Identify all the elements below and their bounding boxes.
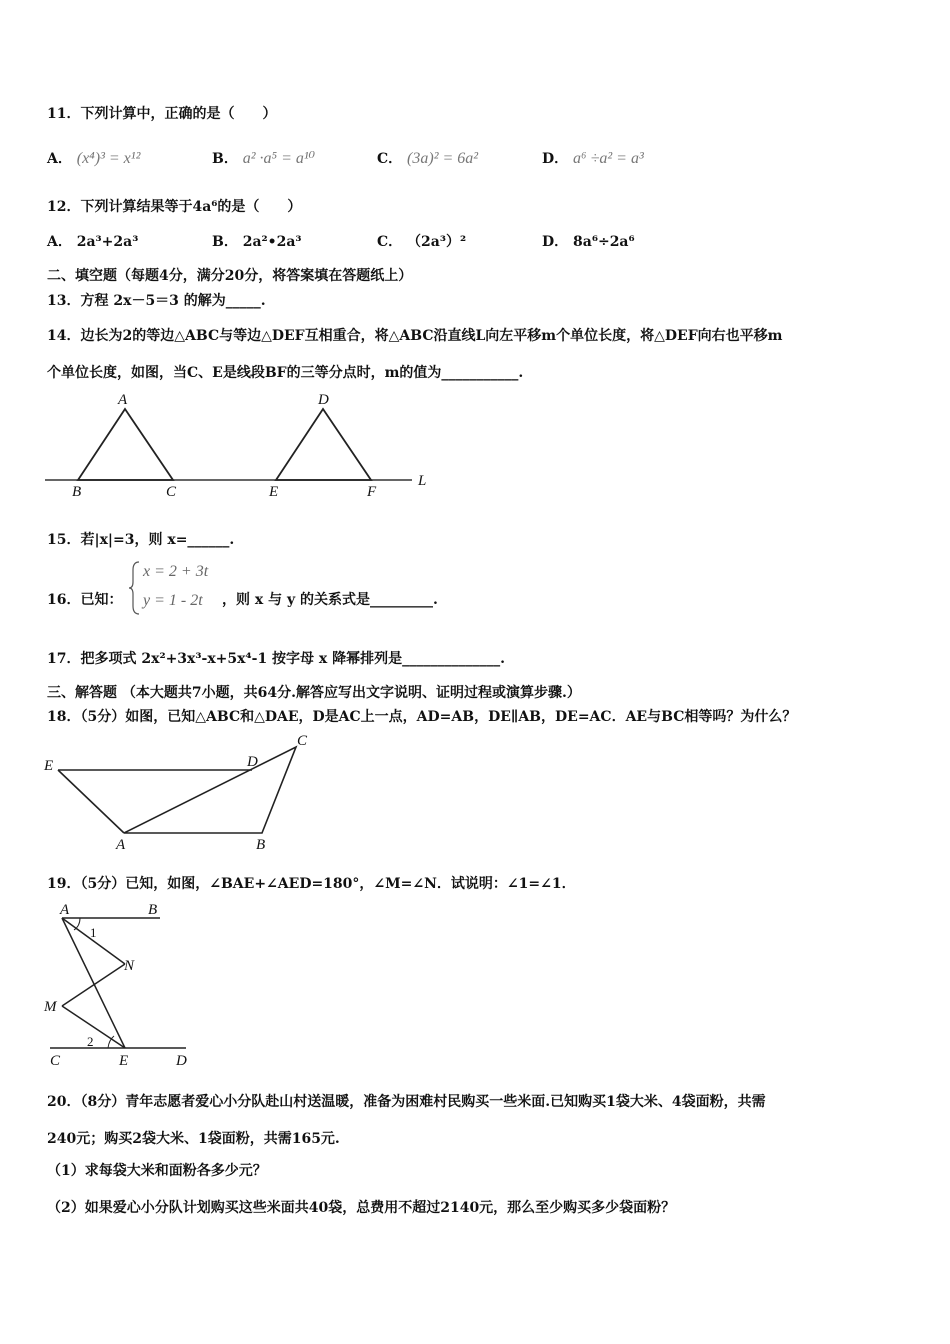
- q13: 13．方程 2x－5＝3 的解为_____.: [47, 293, 266, 309]
- label-c-19: C: [50, 1053, 61, 1069]
- q11-a-expr: (x⁴)³ = x¹²: [76, 150, 141, 167]
- q16-suffix: ，则 x 与 y 的关系式是_________.: [222, 592, 438, 608]
- label-d-19: D: [176, 1053, 187, 1069]
- q20-line1: 20．（8分）青年志愿者爱心小分队赴山村送温暖，准备为困难村民购买一些米面.已知购买1袋大米、4袋面粉，共需: [47, 1094, 766, 1110]
- section-2-heading: 二、填空题（每题4分，满分20分，将答案填在答题纸上）: [47, 268, 413, 284]
- label-c: C: [166, 484, 177, 500]
- segment-nm: [62, 964, 125, 1006]
- q12-option-d[interactable]: D． 8a⁶÷2a⁶: [542, 234, 635, 250]
- q11-d-expr: a⁶ ÷a² = a³: [573, 150, 644, 167]
- q15: 15．若|x|=3，则 x=______.: [47, 532, 235, 548]
- q11-b-expr: a² ·a⁵ = a¹⁰: [242, 150, 316, 167]
- triangle-abc-18: [124, 747, 296, 833]
- q16-eq1: x = 2 + 3t: [143, 563, 209, 580]
- q12-option-c[interactable]: C． （2a³）²: [377, 234, 467, 250]
- q20-part2: （2）如果爱心小分队计划购买这些米面共40袋，总费用不超过2140元，那么至少购买多少袋面粉？: [47, 1200, 676, 1216]
- label-l: L: [418, 473, 427, 489]
- q20-part1: （1）求每袋大米和面粉各多少元？: [47, 1163, 267, 1179]
- label-b-18: B: [256, 837, 266, 853]
- brace-icon: [128, 560, 142, 616]
- q16-prefix: 16．已知：: [47, 592, 123, 608]
- q11-a-label: A．: [47, 151, 72, 167]
- q18-figure: [40, 730, 320, 855]
- label-1: 1: [90, 925, 97, 940]
- q11-option-b[interactable]: [212, 148, 315, 168]
- label-e-18: E: [44, 758, 54, 774]
- q11-d-label: D．: [542, 151, 569, 167]
- triangle-def: [276, 409, 371, 480]
- q14-figure: [40, 385, 440, 503]
- label-b-19: B: [148, 902, 158, 918]
- q18: 18．（5分）如图，已知△ABC和△DAE，D是AC上一点，AD=AB，DE∥AB，DE=AC．AE与BC相等吗？为什么？: [47, 709, 797, 725]
- label-f: F: [367, 484, 377, 500]
- label-c-18: C: [297, 733, 308, 749]
- q11-b-label: B．: [212, 151, 238, 167]
- q14-line1: 14．边长为2的等边△ABC与等边△DEF互相重合，将△ABC沿直线L向左平移m个单位长度，将△DEF向右也平移m: [47, 328, 783, 344]
- label-e: E: [269, 484, 279, 500]
- q12-option-a[interactable]: A． 2a³+2a³: [47, 234, 139, 250]
- q14-line2: 个单位长度，如图，当C、E是线段BF的三等分点时，m的值为___________.: [47, 365, 524, 381]
- q11-c-expr: (3a)² = 6a²: [407, 150, 479, 167]
- q19: 19．（5分）已知，如图，∠BAE+∠AED=180°，∠M=∠N．试说明：∠1=∠1．: [47, 876, 576, 892]
- q11-stem: 11．下列计算中，正确的是（ ）: [47, 106, 277, 122]
- section-3-heading: 三、解答题 （本大题共7小题，共64分.解答应写出文字说明、证明过程或演算步骤.）: [47, 685, 581, 701]
- label-a: A: [118, 392, 128, 408]
- label-m-19: M: [44, 999, 57, 1015]
- q19-figure: [40, 898, 200, 1070]
- q11-option-d[interactable]: [542, 148, 644, 168]
- label-d: D: [318, 392, 329, 408]
- triangle-abc: [78, 409, 173, 480]
- label-a-19: A: [60, 902, 70, 918]
- label-e-19: E: [119, 1053, 129, 1069]
- q11-option-c[interactable]: [377, 148, 478, 168]
- label-a-18: A: [116, 837, 126, 853]
- q11-c-label: C．: [377, 151, 403, 167]
- q11-option-a[interactable]: [47, 148, 140, 168]
- label-b: B: [72, 484, 82, 500]
- segment-ea: [58, 770, 124, 833]
- q17: 17．把多项式 2x²+3x³-x+5x⁴-1 按字母 x 降幂排列是______________.: [47, 651, 506, 667]
- q16-eq2: y = 1 - 2t: [143, 592, 203, 609]
- label-2: 2: [87, 1034, 94, 1049]
- q12-stem: 12．下列计算结果等于4a⁶的是（ ）: [47, 199, 302, 215]
- q12-option-b[interactable]: B． 2a²•2a³: [212, 234, 302, 250]
- q20-line2: 240元；购买2袋大米、1袋面粉，共需165元.: [47, 1131, 340, 1147]
- label-n-19: N: [124, 958, 135, 974]
- label-d-18: D: [247, 754, 258, 770]
